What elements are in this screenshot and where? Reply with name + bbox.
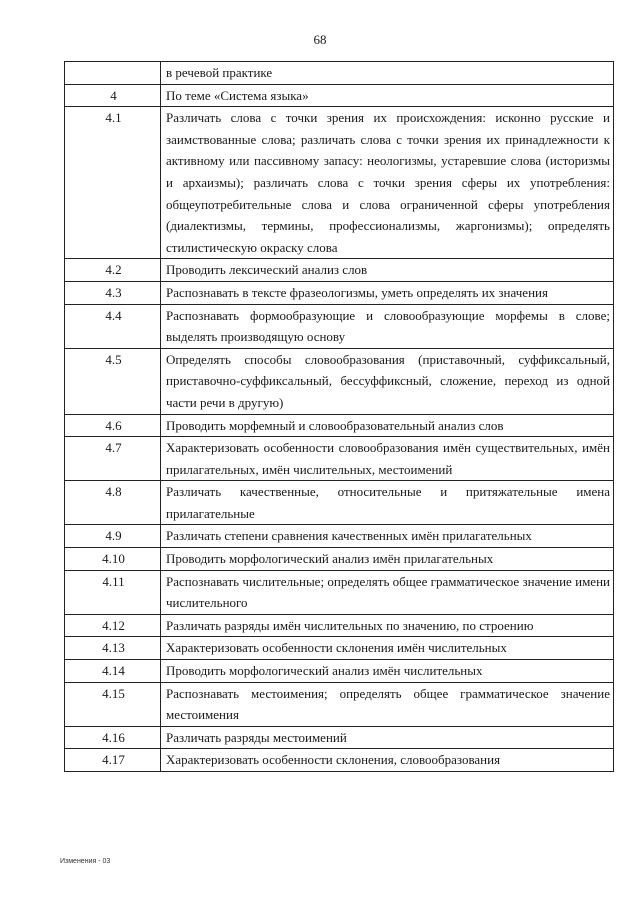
table-row [65,682,614,726]
row-text: Различать степени сравнения качественных имён прилагательных [161,525,614,548]
table-row [65,84,614,107]
row-text: Различать разряды местоимений [161,726,614,749]
table-row [65,637,614,660]
table-row [65,660,614,683]
page-number: 68 [313,32,327,47]
row-text: Распознавать числительные; определять общее грамматическое значение имени числительного [161,570,614,614]
row-text: Различать разряды имён числительных по значению, по строению [161,614,614,637]
row-text: Проводить морфемный и словообразовательный анализ слов [161,414,614,437]
row-text: в речевой практике [161,62,614,85]
row-text: Проводить морфологический анализ имён числительных [161,660,614,683]
table-row [65,570,614,614]
row-number: 4.5 [65,348,161,414]
row-number: 4.10 [65,548,161,571]
table-row [65,259,614,282]
table-row [65,281,614,304]
row-text: Распознавать местоимения; определять общее грамматическое значение местоимения [161,682,614,726]
row-number: 4.15 [65,682,161,726]
table-row [65,614,614,637]
row-number: 4.1 [65,107,161,259]
row-text: Характеризовать особенности склонения, словообразования [161,749,614,772]
row-number: 4.2 [65,259,161,282]
row-text: Проводить лексический анализ слов [161,259,614,282]
row-number: 4.9 [65,525,161,548]
row-number: 4.7 [65,437,161,481]
table-body [65,62,614,772]
row-number: 4 [65,84,161,107]
row-number: 4.16 [65,726,161,749]
row-number: 4.8 [65,481,161,525]
table-row [65,437,614,481]
table-row [65,481,614,525]
row-number: 4.12 [65,614,161,637]
row-text: Распознавать формообразующие и словообразующие морфемы в слове; выделять производящую основу [161,304,614,348]
row-text: Определять способы словообразования (приставочный, суффиксальный, приставочно-суффиксальный, бессуффиксный, сложение, переход из одной части речи в другую) [161,348,614,414]
row-text: Характеризовать особенности склонения имён числительных [161,637,614,660]
table-row [65,525,614,548]
row-number: 4.3 [65,281,161,304]
row-number: 4.11 [65,570,161,614]
table-row [65,726,614,749]
row-number: 4.17 [65,749,161,772]
requirements-table [64,61,614,772]
table-row [65,749,614,772]
table-row [65,62,614,85]
row-text: Различать слова с точки зрения их происхождения: исконно русские и заимствованные слова; различать слова с точки зрения их принадлежности к активному или пассивному запасу: неологизмы, устаревшие слова (историзмы и архаизмы); различать слова с точки зрения сферы их употребления: общеупотребительные слова и слова ограниченной сферы употребления (диалектизмы, термины, профессионализмы, жаргонизмы); определять стилистическую окраску слова [161,107,614,259]
footer-revision: Изменения - 03 [60,858,111,865]
row-text: Проводить морфологический анализ имён прилагательных [161,548,614,571]
row-text: Характеризовать особенности словообразования имён существительных, имён прилагательных, имён числительных, местоимений [161,437,614,481]
table-row [65,414,614,437]
row-number: 4.13 [65,637,161,660]
row-text: Различать качественные, относительные и притяжательные имена прилагательные [161,481,614,525]
row-number: 4.6 [65,414,161,437]
table-row [65,107,614,259]
row-number: 4.14 [65,660,161,683]
row-text: Распознавать в тексте фразеологизмы, уметь определять их значения [161,281,614,304]
table-row [65,548,614,571]
table-row [65,348,614,414]
table-row [65,304,614,348]
row-text: По теме «Система языка» [161,84,614,107]
row-number: 4.4 [65,304,161,348]
row-number [65,62,161,85]
